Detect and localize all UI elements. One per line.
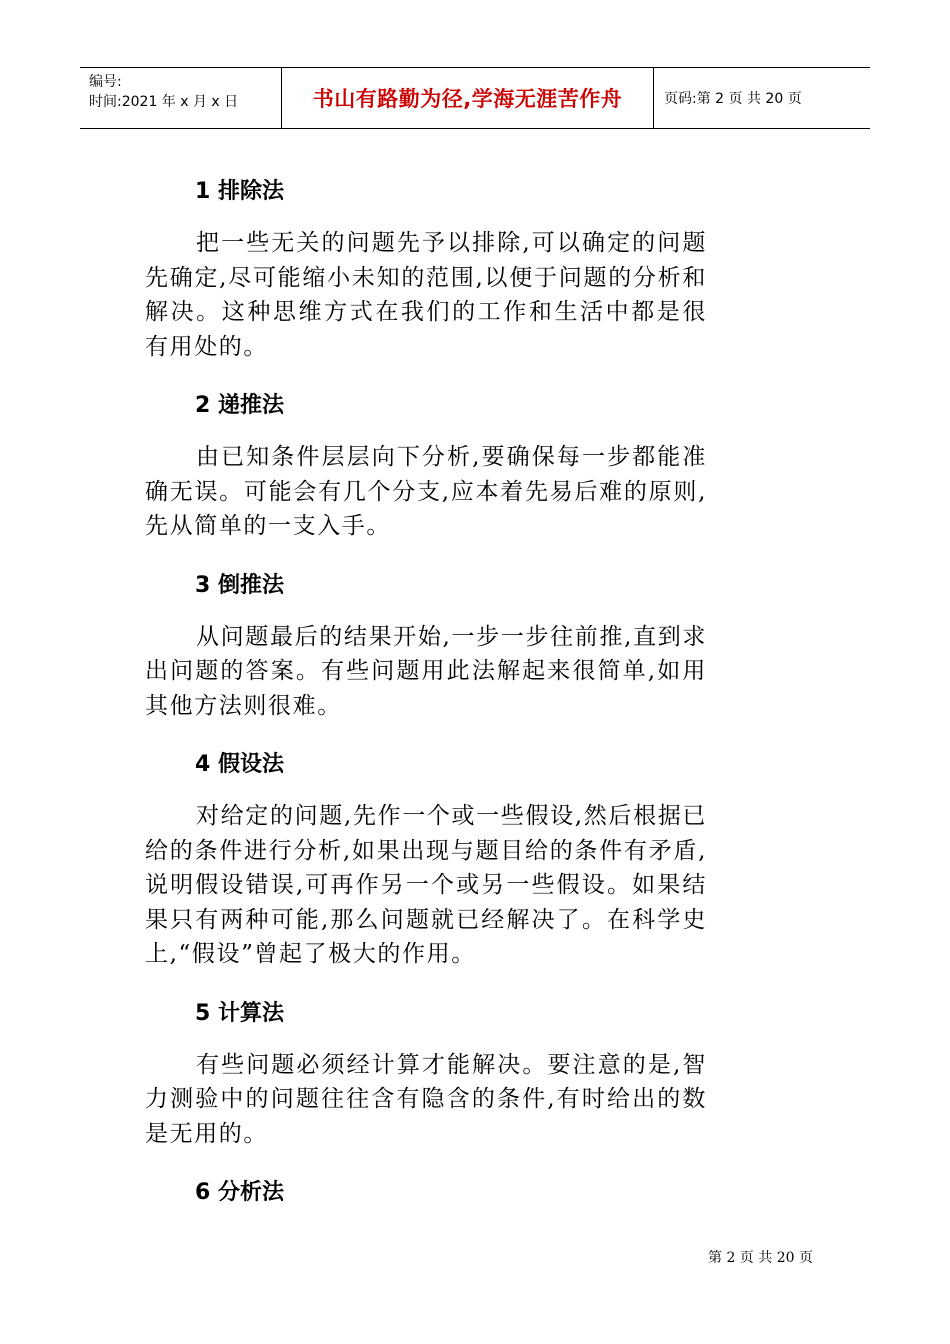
section-title: 1 排除法 [195, 179, 284, 204]
section-paragraph: 有些问题必须经计算才能解决。要注意的是,智力测验中的问题往往含有隐含的条件,有时给出的数是无用的。 [145, 1051, 707, 1147]
section-paragraph: 对给定的问题,先作一个或一些假设,然后根据已给的条件进行分析,如果出现与题目给的条件有矛盾,说明假设错误,可再作另一个或另一些假设。如果结果只有两种可能,那么问题就已经解决了。在科学史上,“假设”曾起了极大的作用。 [145, 803, 707, 967]
section-title: 2 递推法 [195, 393, 284, 418]
document-number-label: 编号: [89, 74, 122, 90]
page-header [80, 67, 870, 129]
header-page-number: 页码:第 2 页 共 20 页 [664, 91, 802, 107]
header-meta [80, 68, 282, 128]
section-title: 5 计算法 [195, 1000, 284, 1026]
document-date-label: 时间:2021 年 x 月 x 日 [89, 94, 239, 110]
section-paragraph: 从问题最后的结果开始,一步一步往前推,直到求出问题的答案。有些问题用此法解起来很简单,如用其他方法则很难。 [145, 623, 707, 719]
section-title: 3 倒推法 [195, 572, 284, 598]
section-title: 6 分析法 [195, 1180, 284, 1205]
page-footer-number: 第 2 页 共 20 页 [708, 1250, 813, 1266]
section-title: 4 假设法 [195, 752, 284, 777]
section-paragraph: 把一些无关的问题先予以排除,可以确定的问题先确定,尽可能缩小未知的范围,以便于问题的分析和解决。这种思维方式在我们的工作和生活中都是很有用处的。 [145, 230, 707, 360]
section-paragraph: 由已知条件层层向下分析,要确保每一步都能准确无误。可能会有几个分支,应本着先易后难的原则,先从简单的一支入手。 [145, 444, 707, 539]
document-body [145, 170, 707, 1215]
header-motto: 书山有路勤为径,学海无涯苦作舟 [282, 68, 654, 128]
